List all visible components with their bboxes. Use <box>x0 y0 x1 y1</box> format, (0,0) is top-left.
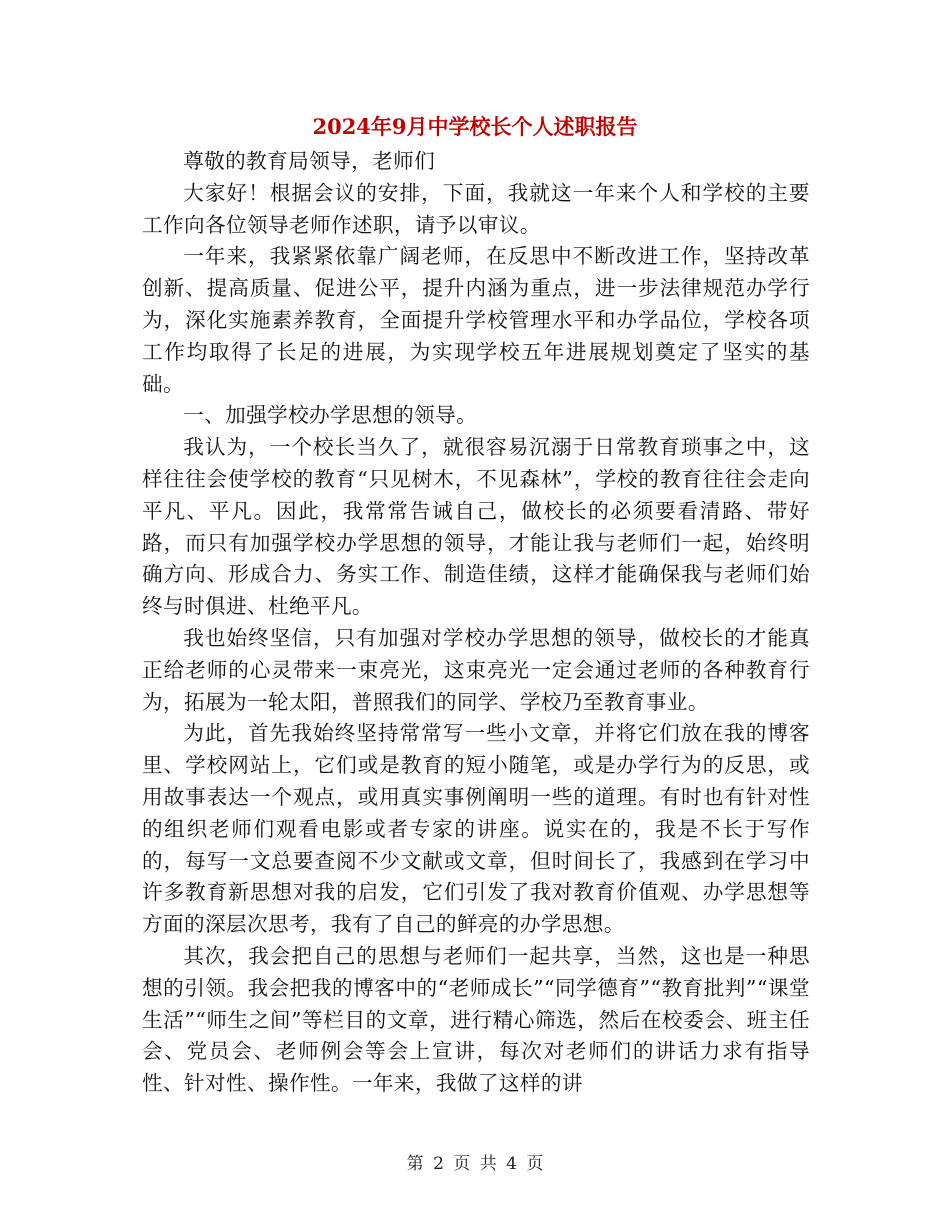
summary-paragraph: 一年来，我紧紧依靠广阔老师，在反思中不断改进工作，坚持改革创新、提高质量、促进公平，提升内涵为重点，进一步法律规范办学行为，深化实施素养教育，全面提升学校管理水平和办学品位，学校各项工作均取得了长足的进展，为实现学校五年进展规划奠定了坚实的基础。 <box>142 244 810 396</box>
body-paragraph: 我认为，一个校长当久了，就很容易沉溺于日常教育琐事之中，这样往往会使学校的教育“只见树木，不见森林”，学校的教育往往会走向平凡、平凡。因此，我常常告诫自己，做校长的必须要看清路、带好路，而只有加强学校办学思想的领导，才能让我与老师们一起，始终明确方向、形成合力、务实工作、制造佳绩，这样才能确保我与老师们始终与时俱进、杜绝平凡。 <box>142 435 810 619</box>
page-number-footer: 第 2 页 共 4 页 <box>406 1154 544 1174</box>
document-body <box>142 146 810 1100</box>
salutation-paragraph: 尊敬的教育局领导，老师们 <box>183 149 436 173</box>
body-paragraph: 我也始终坚信，只有加强对学校办学思想的领导，做校长的才能真正给老师的心灵带来一束亮光，这束亮光一定会通过老师的各种教育行为，拓展为一轮太阳，普照我们的同学、学校乃至教育事业。 <box>142 625 810 714</box>
document-title: 2024年9月中学校长个人述职报告 <box>312 114 638 139</box>
section-heading: 一、加强学校办学思想的领导。 <box>183 403 478 428</box>
body-paragraph: 为此，首先我始终坚持常常写一些小文章，并将它们放在我的博客里、学校网站上，它们或是教育的短小随笔，或是办学行为的反思，或用故事表达一个观点，或用真实事例阐明一些的道理。有时也有针对性的组织老师们观看电影或者专家的讲座。说实在的，我是不长于写作的，每写一文总要查阅不少文献或文章，但时间长了，我感到在学习中许多教育新思想对我的启发，它们引发了我对教育价值观、办学思想等方面的深层次思考，我有了自己的鲜亮的办学思想。 <box>142 721 810 937</box>
body-paragraph: 其次，我会把自己的思想与老师们一起共享，当然，这也是一种思想的引领。我会把我的博客中的“老师成长”“同学德育”“教育批判”“课堂生活”“师生之间”等栏目的文章，进行精心筛选，然后在校委会、班主任会、党员会、老师例会等会上宣讲，每次对老师们的讲话力求有指导性、针对性、操作性。一年来，我做了这样的讲 <box>142 943 810 1096</box>
greeting-paragraph: 大家好！根据会议的安排，下面，我就这一年来个人和学校的主要工作向各位领导老师作述职，请予以审议。 <box>142 180 810 237</box>
